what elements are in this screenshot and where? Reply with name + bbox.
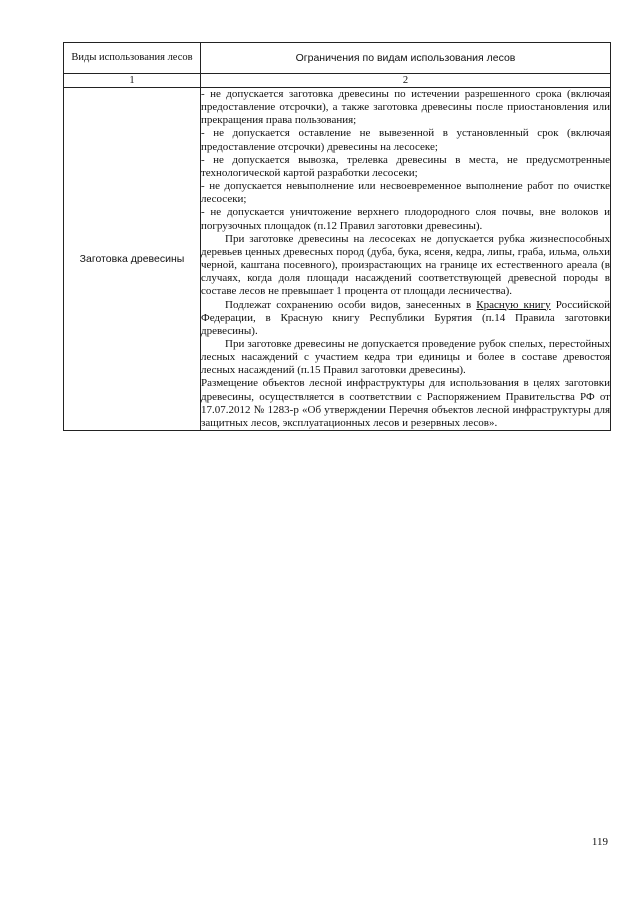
paragraph-text: Подлежат сохранению особи видов, занесенных в bbox=[225, 298, 477, 311]
restriction-paragraph: - не допускается невыполнение или несвоевременное выполнение работ по очистке лесосеки; bbox=[201, 180, 610, 206]
forest-use-type-cell: Заготовка древесины bbox=[64, 88, 201, 431]
table-header-row bbox=[64, 43, 611, 74]
restrictions-cell bbox=[201, 88, 611, 431]
restriction-paragraph: - не допускается заготовка древесины по истечении разрешенного срока (включая предоставление отсрочки), а также заготовка древесины после приостановления или прекращения права пользования; bbox=[201, 88, 610, 127]
red-book-link[interactable]: Красную книгу bbox=[476, 298, 551, 311]
header-restrictions: Ограничения по видам использования лесов bbox=[201, 43, 611, 74]
table-row bbox=[64, 88, 611, 431]
restriction-paragraph: - не допускается вывозка, трелевка древесины в места, не предусмотренные технологической картой разработки лесосеки; bbox=[201, 153, 610, 179]
column-number-2: 2 bbox=[201, 74, 611, 88]
restriction-paragraph: При заготовке древесины не допускается проведение рубок спелых, перестойных лесных насаждений с участием кедра три единицы и более в составе древостоя лесных насаждений (п.15 Правил заготовки древесины). bbox=[201, 337, 610, 377]
table-numbering-row bbox=[64, 74, 611, 88]
restriction-paragraph: - не допускается оставление не вывезенной в установленный срок (включая предоставление отсрочки) древесины на лесосеке; bbox=[201, 127, 610, 153]
restriction-paragraph: При заготовке древесины на лесосеках не допускается рубка жизнеспособных деревьев ценных древесных пород (дуба, бука, ясеня, кедра, липы, граба, ильма, ольхи черной, каштана посевного), произрастающих на границе их естественного ареала (в случаях, когда доля площади насаждений соответствующей древесной породы в составе лесов не превышает 1 процента от площади лесничества). bbox=[201, 232, 610, 298]
restriction-paragraph bbox=[201, 299, 610, 338]
forest-use-restrictions-table bbox=[63, 42, 611, 431]
column-number-1: 1 bbox=[64, 74, 201, 88]
page-number: 119 bbox=[591, 836, 608, 848]
restriction-paragraph: Размещение объектов лесной инфраструктуры для использования в целях заготовки древесины, осуществляется в соответствии с Распоряжением Правительства РФ от 17.07.2012 № 1283-р «Об утверждении Перечня объектов лесной инфраструктуры для защитных лесов, эксплуатационных лесов и резервных лесов». bbox=[201, 377, 610, 429]
restriction-paragraph: - не допускается уничтожение верхнего плодородного слоя почвы, вне волоков и погрузочных площадок (п.12 Правил заготовки древесины). bbox=[201, 206, 610, 232]
header-forest-use-types: Виды использования лесов bbox=[64, 43, 201, 74]
paragraph-text: Российской Федерации, в Красную книгу Республики Бурятия (п.14 Правила заготовки древесины). bbox=[201, 298, 610, 337]
